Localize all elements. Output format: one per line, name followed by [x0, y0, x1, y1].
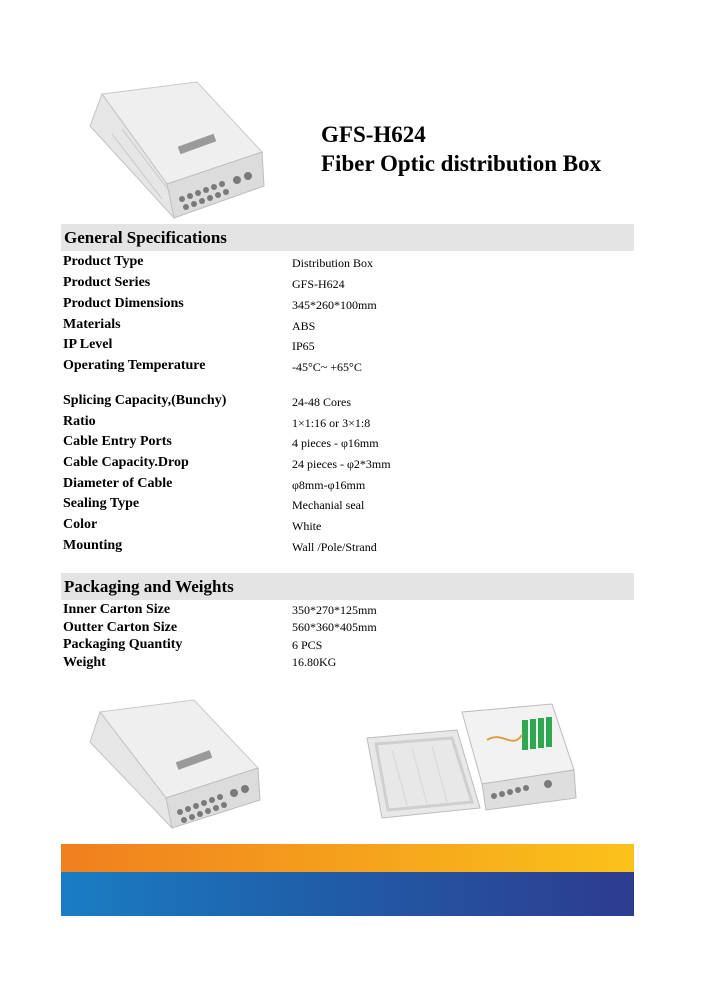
pack-value-outter-carton: 560*360*405mm — [292, 620, 377, 634]
model-number: GFS-H624 — [321, 122, 426, 147]
spec-value-ratio: 1×1:16 or 3×1:8 — [292, 416, 371, 430]
closed-box-image-top — [82, 74, 272, 224]
spec-value-mounting: Wall /Pole/Strand — [292, 540, 377, 554]
spec-value-operating-temperature: -45°C~ +65°C — [292, 360, 362, 374]
pack-label-packaging-quantity: Packaging Quantity — [63, 637, 183, 652]
pack-label-weight: Weight — [63, 655, 106, 670]
spec-label-splicing-capacity: Splicing Capacity,(Bunchy) — [63, 393, 227, 408]
spec-value-color: White — [292, 519, 322, 533]
closed-box-image-bottom — [82, 692, 272, 832]
spec-label-cable-entry-ports: Cable Entry Ports — [63, 434, 172, 449]
spec-label-diameter-of-cable: Diameter of Cable — [63, 476, 173, 491]
spec-value-product-dimensions: 345*260*100mm — [292, 298, 377, 312]
spec-label-ratio: Ratio — [63, 414, 96, 429]
spec-label-materials: Materials — [63, 317, 121, 332]
product-title — [321, 120, 601, 178]
spec-label-product-series: Product Series — [63, 275, 151, 290]
spec-value-diameter-of-cable: φ8mm-φ16mm — [292, 478, 366, 492]
general-specs-heading: General Specifications — [61, 224, 634, 251]
spec-label-color: Color — [63, 517, 98, 532]
packaging-heading: Packaging and Weights — [61, 573, 634, 600]
pack-value-weight: 16.80KG — [292, 655, 337, 669]
pack-label-outter-carton: Outter Carton Size — [63, 620, 178, 635]
spec-label-product-dimensions: Product Dimensions — [63, 296, 184, 311]
pack-value-packaging-quantity: 6 PCS — [292, 638, 323, 652]
spec-value-ip-level: IP65 — [292, 339, 315, 353]
spec-value-sealing-type: Mechanial seal — [292, 498, 365, 512]
spec-value-materials: ABS — [292, 319, 316, 333]
spec-value-product-type: Distribution Box — [292, 256, 374, 270]
spec-label-operating-temperature: Operating Temperature — [63, 358, 206, 373]
open-box-image — [362, 700, 582, 820]
footer-orange-band — [61, 844, 634, 872]
pack-label-inner-carton: Inner Carton Size — [63, 602, 171, 617]
spec-label-product-type: Product Type — [63, 254, 144, 269]
spec-label-sealing-type: Sealing Type — [63, 496, 140, 511]
spec-value-cable-capacity-drop: 24 pieces - φ2*3mm — [292, 457, 391, 471]
spec-value-cable-entry-ports: 4 pieces - φ16mm — [292, 436, 379, 450]
pack-value-inner-carton: 350*270*125mm — [292, 603, 377, 617]
spec-label-mounting: Mounting — [63, 538, 123, 553]
spec-value-product-series: GFS-H624 — [292, 277, 345, 291]
spec-label-cable-capacity-drop: Cable Capacity.Drop — [63, 455, 189, 470]
footer-blue-band — [61, 872, 634, 916]
product-name: Fiber Optic distribution Box — [321, 151, 602, 176]
spec-value-splicing-capacity: 24-48 Cores — [292, 395, 351, 409]
spec-label-ip-level: IP Level — [63, 337, 113, 352]
